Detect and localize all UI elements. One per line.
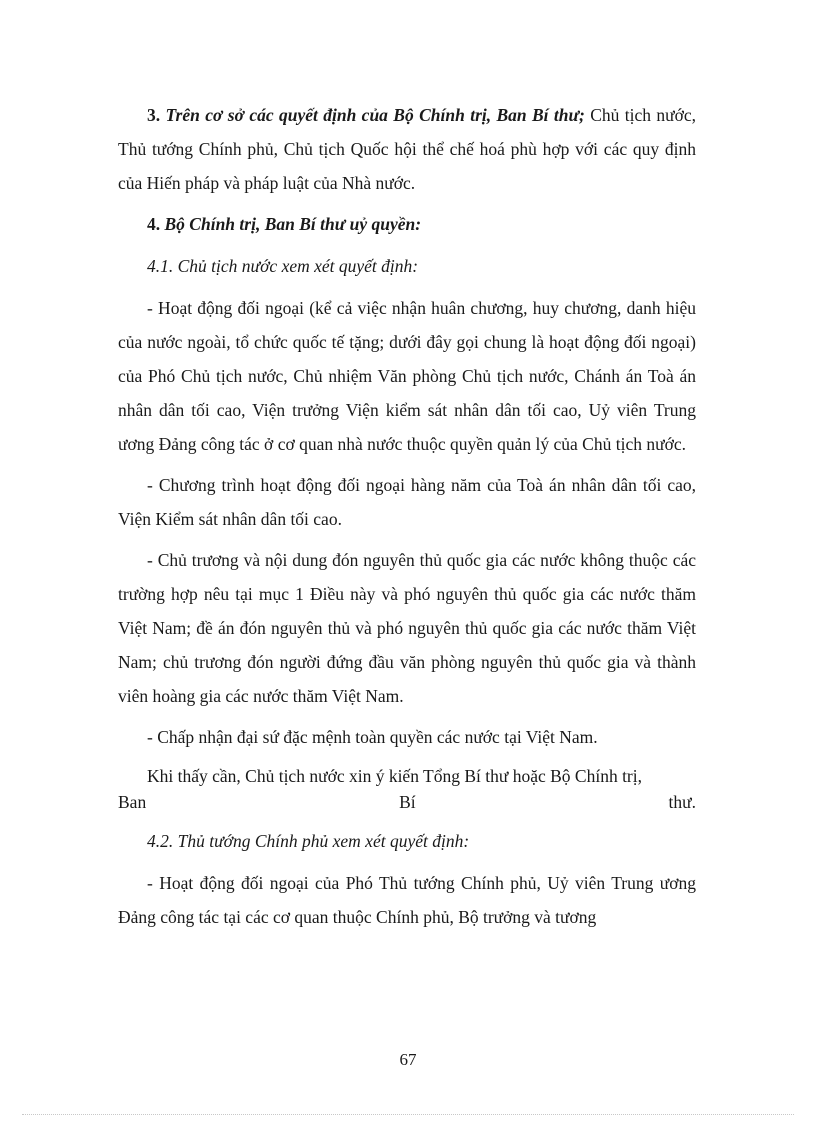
- subsection-4-2-title: 4.2. Thủ tướng Chính phủ xem xét quyết định:: [147, 831, 470, 851]
- closing-word: Ban: [118, 792, 147, 812]
- section-3-number: 3.: [147, 105, 166, 125]
- footer-divider: [22, 1114, 794, 1115]
- closing-word: thư.: [668, 792, 696, 812]
- section-3-paragraph: [118, 98, 696, 200]
- list-item: - Chấp nhận đại sứ đặc mệnh toàn quyền các nước tại Việt Nam.: [147, 727, 598, 747]
- section-4-number: 4.: [147, 214, 165, 234]
- list-item: - Chủ trương và nội dung đón nguyên thủ quốc gia các nước không thuộc các trường hợp nêu tại mục 1 Điều này và phó nguyên thủ quốc gia các nước thăm Việt Nam; đề án đón nguyên thủ và phó nguyên thủ quốc gia các nước thăm Việt Nam; chủ trương đón người đứng đầu văn phòng nguyên thủ quốc gia và thành viên hoàng gia các nước thăm Việt Nam.: [118, 550, 696, 706]
- list-item: - Hoạt động đối ngoại (kể cả việc nhận huân chương, huy chương, danh hiệu của nước ngoài, tổ chức quốc tế tặng; dưới đây gọi chung là hoạt động đối ngoại) của Phó Chủ tịch nước, Chủ nhiệm Văn phòng Chủ tịch nước, Chánh án Toà án nhân dân tối cao, Viện trưởng Viện kiểm sát nhân dân tối cao, Uỷ viên Trung ương Đảng công tác ở cơ quan nhà nước thuộc quyền quản lý của Chủ tịch nước.: [118, 298, 696, 454]
- page-number: 67: [399, 1050, 417, 1069]
- section-4-heading: [118, 207, 696, 241]
- section-3-text: Chủ tịch nước, Thủ tướng Chính phủ, Chủ tịch Quốc hội thể chế hoá phù hợp với các quy định của Hiến pháp và pháp luật của Nhà nước.: [118, 105, 696, 193]
- section-3-lead: Trên cơ sở các quyết định của Bộ Chính trị, Ban Bí thư;: [165, 105, 585, 125]
- closing-paragraph: Khi thấy cần, Chủ tịch nước xin ý kiến Tổng Bí thư hoặc Bộ Chính trị,: [147, 766, 642, 786]
- closing-word: Bí: [399, 792, 416, 812]
- subsection-4-1-title: 4.1. Chủ tịch nước xem xét quyết định:: [147, 256, 419, 276]
- list-item: - Hoạt động đối ngoại của Phó Thủ tướng Chính phủ, Uỷ viên Trung ương Đảng công tác tại các cơ quan thuộc Chính phủ, Bộ trưởng và tương: [118, 873, 696, 927]
- page-body: [118, 98, 696, 941]
- section-4-title: Bộ Chính trị, Ban Bí thư uỷ quyền:: [164, 214, 422, 234]
- list-item: - Chương trình hoạt động đối ngoại hàng năm của Toà án nhân dân tối cao, Viện Kiểm sát nhân dân tối cao.: [118, 475, 696, 529]
